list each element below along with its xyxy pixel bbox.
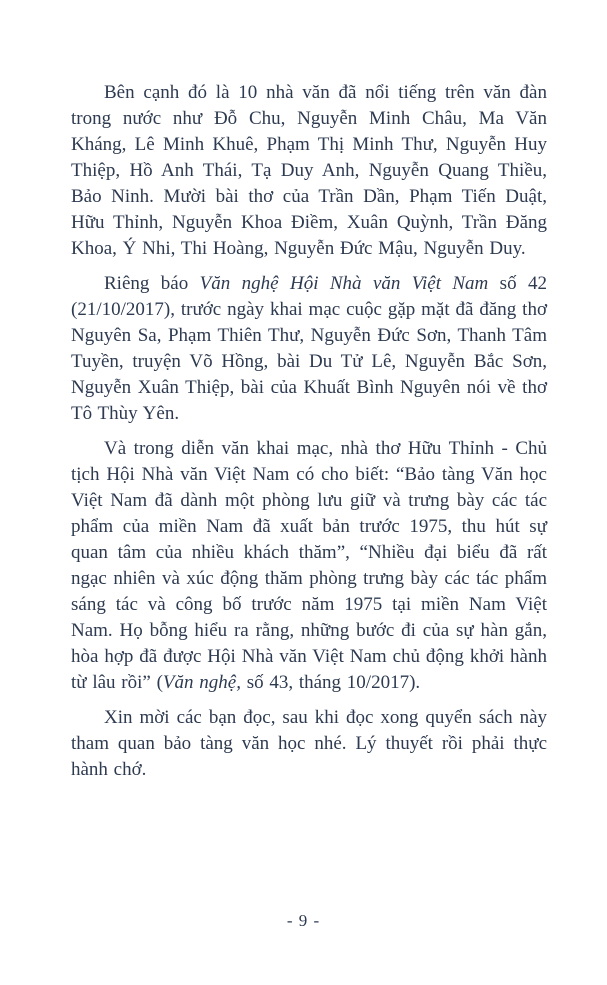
paragraph: Riêng báo Văn nghệ Hội Nhà văn Việt Nam số 42 (21/10/2017), trước ngày khai mạc cuộc gặp mặt đã đăng thơ Nguyên Sa, Phạm Thiên Thư, Nguyễn Đức Sơn, Thanh Tâm Tuyền, truyện Võ Hồng, bài Du Tử Lê, Nguyễn Bắc Sơn, Nguyễn Xuân Thiệp, bài của Khuất Bình Nguyên nói về thơ Tô Thùy Yên.: [71, 273, 547, 424]
paragraph: Xin mời các bạn đọc, sau khi đọc xong quyển sách này tham quan bảo tàng văn học nhé. Lý thuyết rồi phải thực hành chớ.: [71, 707, 547, 780]
paragraph: Và trong diễn văn khai mạc, nhà thơ Hữu Thỉnh - Chủ tịch Hội Nhà văn Việt Nam có cho biết: “Bảo tàng Văn học Việt Nam đã dành một phòng lưu giữ và trưng bày các tác phẩm của miền Nam đã xuất bản trước 1975, thu hút sự quan tâm của nhiều khách thăm”, “Nhiều đại biểu đã rất ngạc nhiên và xúc động thăm phòng trưng bày các tác phẩm sáng tác và công bố trước năm 1975 tại miền Nam Việt Nam. Họ bỗng hiểu ra rằng, những bước đi của sự hàn gắn, hòa hợp đã được Hội Nhà văn Việt Nam chủ động khởi hành từ lâu rồi” (Văn nghệ, số 43, tháng 10/2017).: [71, 438, 547, 693]
body-text: [71, 80, 547, 792]
paragraph: Bên cạnh đó là 10 nhà văn đã nổi tiếng trên văn đàn trong nước như Đỗ Chu, Nguyễn Minh Châu, Ma Văn Kháng, Lê Minh Khuê, Phạm Thị Minh Thư, Nguyễn Huy Thiệp, Hồ Anh Thái, Tạ Duy Anh, Nguyễn Quang Thiều, Bảo Ninh. Mười bài thơ của Trần Dần, Phạm Tiến Duật, Hữu Thỉnh, Nguyễn Khoa Điềm, Xuân Quỳnh, Trần Đăng Khoa, Ý Nhi, Thi Hoàng, Nguyễn Đức Mậu, Nguyễn Duy.: [71, 82, 547, 259]
page-number: - 9 -: [286, 911, 321, 930]
